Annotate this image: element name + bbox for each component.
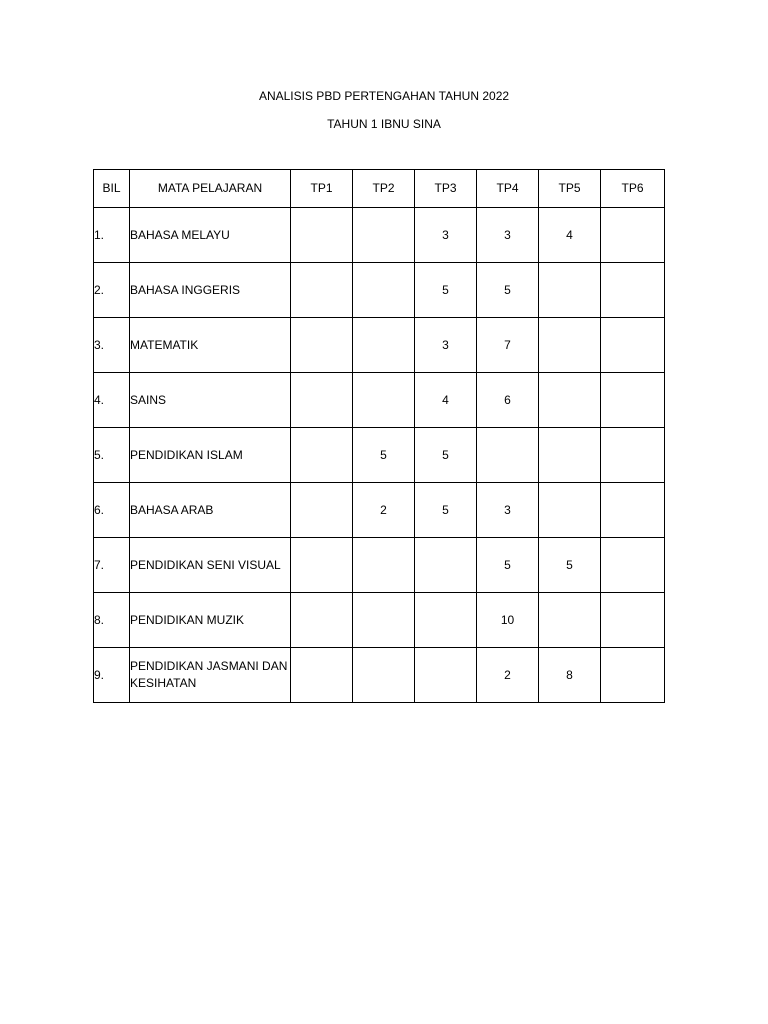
header-tp3: TP3 [415, 170, 477, 208]
subject-name: PENDIDIKAN JASMANI DAN KESIHATAN [130, 648, 291, 703]
tp5-count [539, 483, 601, 538]
tp6-count [601, 483, 665, 538]
tp4-count: 5 [477, 538, 539, 593]
table-row [94, 428, 665, 483]
table-row [94, 648, 665, 703]
header-tp4: TP4 [477, 170, 539, 208]
tp2-count [353, 318, 415, 373]
tp4-count [477, 428, 539, 483]
row-number: 3. [94, 318, 130, 373]
table-row [94, 373, 665, 428]
header-tp2: TP2 [353, 170, 415, 208]
subject-name: PENDIDIKAN SENI VISUAL [130, 538, 291, 593]
tp1-count [291, 263, 353, 318]
tp4-count: 10 [477, 593, 539, 648]
tp3-count: 5 [415, 428, 477, 483]
tp1-count [291, 483, 353, 538]
table-row [94, 593, 665, 648]
table-row [94, 208, 665, 263]
subject-name: BAHASA MELAYU [130, 208, 291, 263]
tp1-count [291, 318, 353, 373]
tp5-count: 5 [539, 538, 601, 593]
tp2-count [353, 648, 415, 703]
tp3-count: 3 [415, 208, 477, 263]
tp1-count [291, 208, 353, 263]
tp5-count [539, 593, 601, 648]
pbd-analysis-table [93, 169, 665, 703]
table-row [94, 538, 665, 593]
tp1-count [291, 428, 353, 483]
row-number: 8. [94, 593, 130, 648]
subject-name: PENDIDIKAN MUZIK [130, 593, 291, 648]
tp2-count [353, 208, 415, 263]
table-row [94, 263, 665, 318]
tp4-count: 6 [477, 373, 539, 428]
tp6-count [601, 428, 665, 483]
document-title: ANALISIS PBD PERTENGAHAN TAHUN 2022 [258, 89, 510, 103]
tp1-count [291, 648, 353, 703]
header-tp5: TP5 [539, 170, 601, 208]
tp4-count: 5 [477, 263, 539, 318]
table-row [94, 318, 665, 373]
subject-name: SAINS [130, 373, 291, 428]
tp4-count: 2 [477, 648, 539, 703]
tp3-count [415, 538, 477, 593]
tp3-count [415, 593, 477, 648]
tp2-count [353, 538, 415, 593]
tp4-count: 3 [477, 483, 539, 538]
tp6-count [601, 208, 665, 263]
tp5-count [539, 428, 601, 483]
tp6-count [601, 648, 665, 703]
tp2-count [353, 263, 415, 318]
table-row [94, 483, 665, 538]
tp2-count: 5 [353, 428, 415, 483]
row-number: 6. [94, 483, 130, 538]
tp4-count: 7 [477, 318, 539, 373]
table-header-row [94, 170, 665, 208]
row-number: 7. [94, 538, 130, 593]
row-number: 2. [94, 263, 130, 318]
subject-name: MATEMATIK [130, 318, 291, 373]
tp5-count [539, 263, 601, 318]
tp4-count: 3 [477, 208, 539, 263]
tp1-count [291, 593, 353, 648]
tp6-count [601, 373, 665, 428]
header-mata-pelajaran: MATA PELAJARAN [130, 170, 291, 208]
tp2-count: 2 [353, 483, 415, 538]
row-number: 4. [94, 373, 130, 428]
row-number: 1. [94, 208, 130, 263]
tp2-count [353, 593, 415, 648]
tp6-count [601, 263, 665, 318]
tp3-count [415, 648, 477, 703]
header-tp6: TP6 [601, 170, 665, 208]
tp2-count [353, 373, 415, 428]
tp6-count [601, 318, 665, 373]
tp1-count [291, 373, 353, 428]
tp5-count [539, 318, 601, 373]
tp1-count [291, 538, 353, 593]
subject-name: BAHASA ARAB [130, 483, 291, 538]
tp3-count: 5 [415, 263, 477, 318]
header-bil: BIL [94, 170, 130, 208]
tp5-count [539, 373, 601, 428]
row-number: 5. [94, 428, 130, 483]
tp5-count: 4 [539, 208, 601, 263]
header-tp1: TP1 [291, 170, 353, 208]
tp3-count: 3 [415, 318, 477, 373]
document-subtitle: TAHUN 1 IBNU SINA [327, 117, 441, 131]
row-number: 9. [94, 648, 130, 703]
subject-name: PENDIDIKAN ISLAM [130, 428, 291, 483]
tp6-count [601, 593, 665, 648]
tp3-count: 5 [415, 483, 477, 538]
tp3-count: 4 [415, 373, 477, 428]
tp5-count: 8 [539, 648, 601, 703]
tp6-count [601, 538, 665, 593]
subject-name: BAHASA INGGERIS [130, 263, 291, 318]
